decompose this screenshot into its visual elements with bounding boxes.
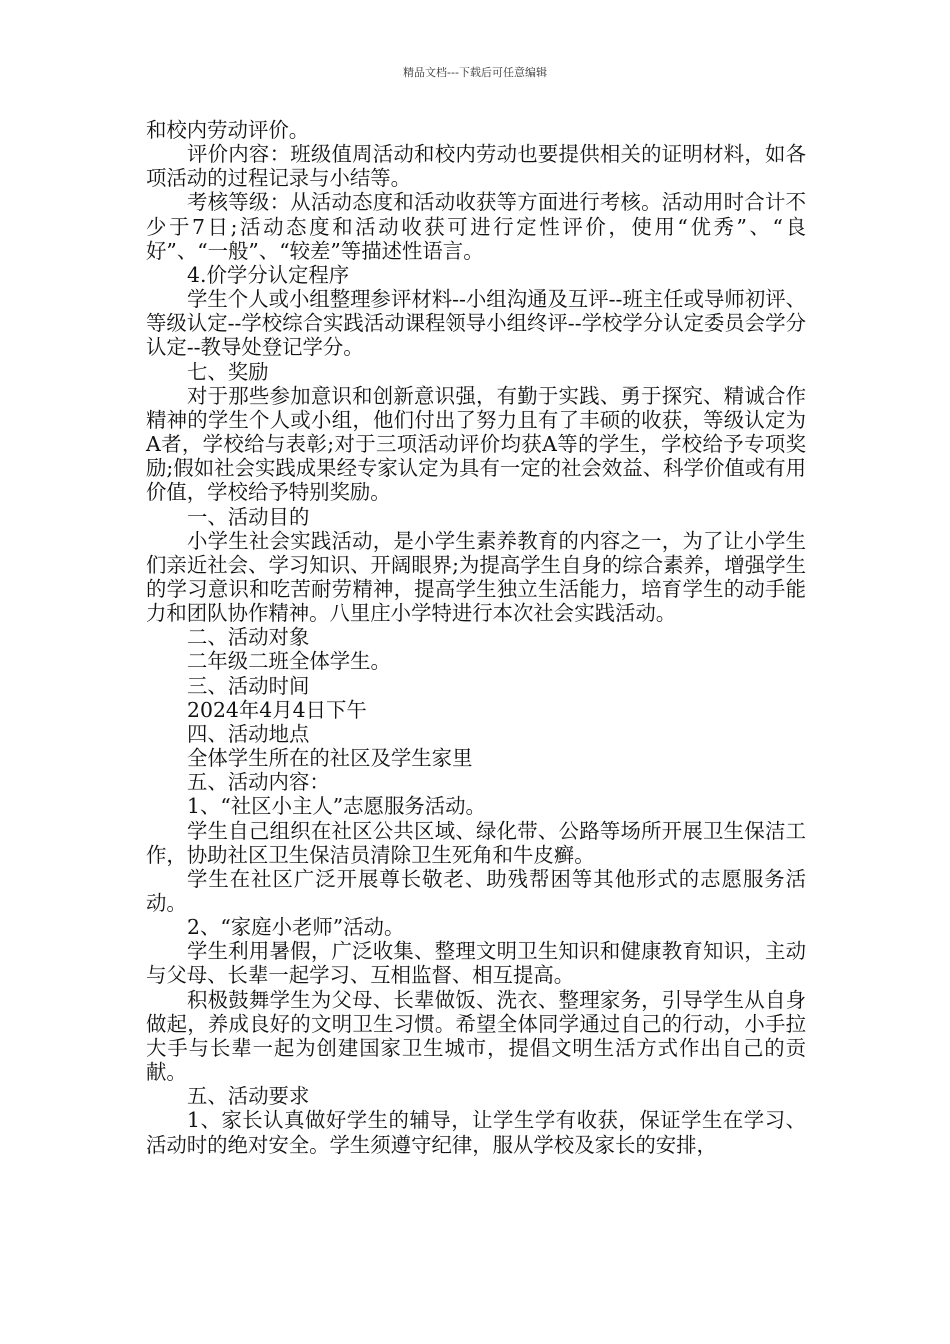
section-heading: 三、活动时间 [187, 673, 310, 698]
paragraph: 学生在社区广泛开展尊长敬老、助残帮困等其他形式的志愿服务活动。 [146, 866, 806, 915]
subsection-heading: 2、“家庭小老师”活动。 [187, 915, 405, 940]
section-heading: 五、活动要求 [187, 1084, 310, 1109]
paragraph: 2024年4月4日下午 [187, 697, 367, 722]
paragraph: 评价内容：班级值周活动和校内劳动也要提供相关的证明材料，如各项活动的过程记录与小结等。 [146, 142, 806, 191]
section-heading: 七、奖励 [187, 359, 269, 384]
paragraph: 全体学生所在的社区及学生家里 [187, 746, 473, 771]
paragraph: 学生自己组织在社区公共区域、绿化带、公路等场所开展卫生保洁工作，协助社区卫生保洁员清除卫生死角和牛皮癣。 [146, 818, 806, 867]
paragraph: 学生利用暑假，广泛收集、整理文明卫生知识和健康教育知识，主动与父母、长辈一起学习、互相监督、相互提高。 [146, 939, 806, 988]
section-heading: 二、活动对象 [187, 625, 310, 650]
paragraph: 1、家长认真做好学生的辅导，让学生学有收获，保证学生在学习、活动时的绝对安全。学生须遵守纪律，服从学校及家长的安排， [146, 1108, 806, 1157]
page-header: 精品文档---下载后可任意编辑 [403, 66, 547, 79]
section-heading: 一、活动目的 [187, 504, 310, 529]
paragraph: 考核等级：从活动态度和活动收获等方面进行考核。活动用时合计不少于7日;活动态度和活动收获可进行定性评价，使用“优秀”、“良好”、“一般”、“较差”等描述性语言。 [146, 190, 806, 263]
document-body [146, 118, 806, 1157]
paragraph: 二年级二班全体学生。 [187, 649, 391, 674]
paragraph: 积极鼓舞学生为父母、长辈做饭、洗衣、整理家务，引导学生从自身做起，养成良好的文明卫生习惯。希望全体同学通过自己的行动，小手拉大手与长辈一起为创建国家卫生城市，提倡文明生活方式作出自己的贡献。 [146, 987, 806, 1085]
paragraph: 小学生社会实践活动，是小学生素养教育的内容之一，为了让小学生们亲近社会、学习知识、开阔眼界;为提高学生自身的综合素养，增强学生的学习意识和吃苦耐劳精神，提高学生独立生活能力，培育学生的动手能力和团队协作精神。八里庄小学特进行本次社会实践活动。 [146, 528, 806, 626]
paragraph: 和校内劳动评价。 [146, 118, 310, 142]
section-heading: 4.价学分认定程序 [187, 262, 350, 287]
section-heading: 五、活动内容： [187, 770, 330, 795]
paragraph: 学生个人或小组整理参评材料--小组沟通及互评--班主任或导师初评、等级认定--学校综合实践活动课程领导小组终评--学校学分认定委员会学分认定--教导处登记学分。 [146, 287, 806, 360]
paragraph: 对于那些参加意识和创新意识强，有勤于实践、勇于探究、精诚合作精神的学生个人或小组，他们付出了努力且有了丰硕的收获，等级认定为A者，学校给与表彰;对于三项活动评价均获A等的学生，学校给予专项奖励;假如社会实践成果经专家认定为具有一定的社会效益、科学价值或有用价值，学校给予特别奖励。 [146, 383, 806, 505]
section-heading: 四、活动地点 [187, 721, 310, 746]
subsection-heading: 1、“社区小主人”志愿服务活动。 [187, 794, 486, 819]
